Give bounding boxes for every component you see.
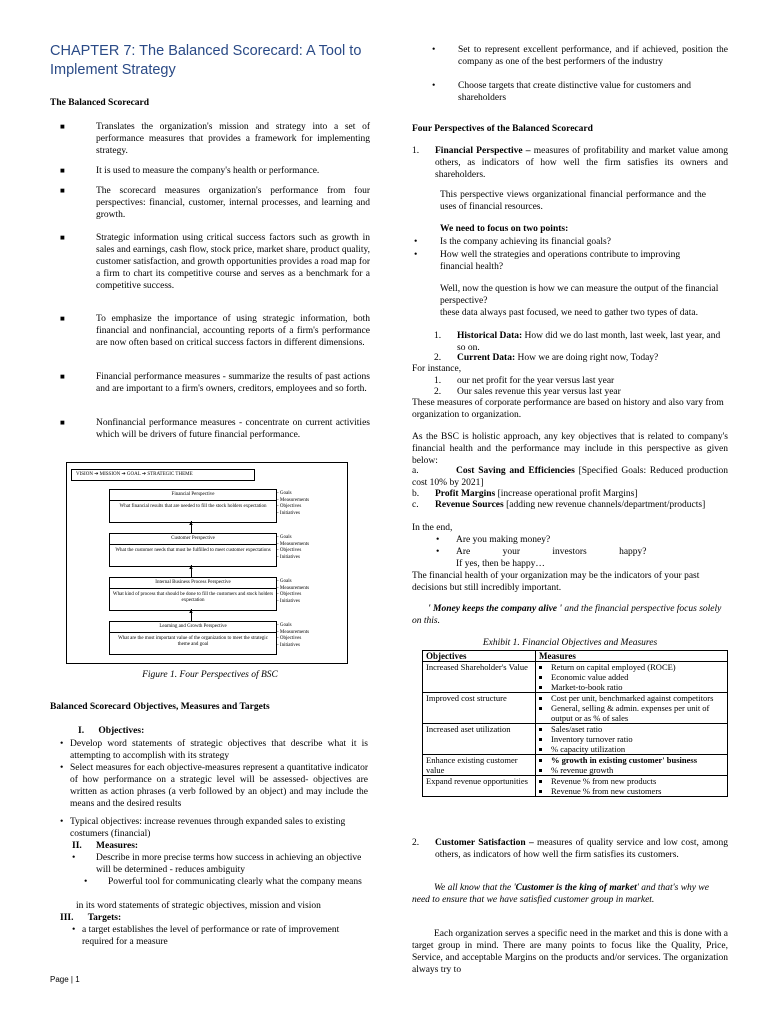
bullet-icon: •: [60, 739, 64, 749]
table-cell: ▪ Revenue % from new products ▪ Revenue % from new customers: [536, 776, 728, 797]
target-item: • a target establishes the level of performance or rate of improvement required for a measure: [72, 925, 340, 947]
four-perspectives-heading: Four Perspectives of the Balanced Scorecard: [412, 124, 593, 134]
item-a: a. Cost Saving and Efficiencies [Specified Goals: Reduced production cost 10% by 2021]: [412, 466, 728, 488]
these-text: These measures of corporate performance are based on history and also vary from organization to organization.: [412, 398, 724, 420]
square-bullet-icon: ■: [60, 166, 65, 175]
end-text: In the end,: [412, 523, 453, 533]
objective-item: • Select measures for each objective-measures represent a quantitative indicator of how performance on a strategic level will be assessed- objectives are written as action phrases (a verb followed by an object) and may include the means and the desired results: [60, 763, 368, 809]
bsc-item: ■ Translates the organization's mission and strategy into a set of performance measures that provides a framework for implementing strategy.: [60, 122, 370, 156]
focus-item: • Is the company achieving its financial goals?: [414, 237, 611, 247]
current-data: 2. Current Data: How we are doing right now, Today?: [434, 353, 659, 363]
objective-item: • Typical objectives: increase revenues through expanded sales to existing costumers (financial): [60, 817, 346, 839]
internal-process-box: Internal Business Process Perspective What kind of process that should be done to fill the customers and stock holders expectation: [109, 577, 277, 611]
each-text: Each organization serves a specific need in the market and this is done with a target group in mind. There are many points to focus like the Quality, Price, Service, and acceptable Margins on the products and/or services. The organization always try to: [412, 929, 728, 975]
target-bullet: • Set to represent excellent performance, and if achieved, position the company as one of the best performers of the industry: [432, 45, 728, 67]
financial-view: This perspective views organizational financial performance and the uses of financial resources.: [440, 190, 706, 212]
arrow-up-icon: ▲: [188, 609, 194, 615]
ifyes-text: If yes, then be happy…: [456, 559, 545, 569]
arrow-icon: ➔: [94, 472, 99, 477]
king-text: We all know that the 'Customer is the king of market' and that's why we need to ensure that we have satisfied customer group in market.: [412, 883, 709, 905]
financial-side-labels: - Goals - Measurements - Objectives - Initiatives: [277, 491, 310, 516]
internal-side-labels: - Goals - Measurements - Objectives - Initiatives: [277, 579, 310, 604]
measure-item: • Describe in more precise terms how success in achieving an objective will be determined - reduces ambiguity: [72, 853, 362, 875]
arrow-up-icon: ▲: [188, 565, 194, 571]
table-row: [423, 755, 728, 776]
table-cell: ▪ Cost per unit, benchmarked against competitors ▪ General, selling & admin. expenses per unit of output or as % of sales: [536, 693, 728, 724]
learning-side-labels: - Goals - Measurements - Objectives - Initiatives: [277, 623, 310, 648]
table-row: [423, 776, 728, 797]
bsc-item: ■ Financial performance measures - summarize the results of past actions and are important to a firm's owners, creditors, employees and so forth.: [60, 372, 370, 394]
question-text: Well, now the question is how we can measure the output of the financial perspective?: [440, 284, 719, 306]
exhibit-table: [422, 650, 728, 797]
page-footer: Page | 1: [50, 975, 80, 984]
item-c: c. Revenue Sources [adding new revenue channels/department/products]: [412, 500, 706, 510]
square-bullet-icon: ■: [60, 186, 65, 195]
chapter-title: CHAPTER 7: The Balanced Scorecard: A Tool to Implement Strategy: [50, 43, 362, 78]
bullet-icon: •: [436, 547, 440, 557]
table-header: Measures: [536, 651, 728, 662]
instance-item: 1. our net profit for the year versus last year: [434, 376, 615, 386]
bullet-icon: •: [72, 853, 76, 863]
end-item: • Are you making money?: [436, 535, 551, 545]
section-heading-bsc: The Balanced Scorecard: [50, 98, 150, 108]
bullet-icon: •: [436, 535, 440, 545]
bullet-icon: •: [72, 925, 76, 935]
bullet-icon: •: [414, 237, 418, 247]
table-cell: ▪ Sales/aset ratio ▪ Inventory turnover ratio ▪ % capacity utilization: [536, 724, 728, 755]
square-bullet-icon: ■: [60, 314, 65, 323]
table-cell: ▪ Return on capital employed (ROCE) ▪ Economic value added ▪ Market-to-book ratio: [536, 662, 728, 693]
objectives-heading: I. Objectives:: [78, 726, 145, 736]
exhibit-caption: Exhibit 1. Financial Objectives and Measures: [482, 638, 658, 648]
targets-heading: III. Targets:: [60, 913, 122, 923]
table-cell: Increased aset utilization: [423, 724, 536, 755]
arrow-icon: ➔: [141, 472, 147, 477]
target-bullet: • Choose targets that create distinctive value for customers and shareholders: [432, 81, 692, 103]
figure-caption: Figure 1. Four Perspectives of BSC: [142, 670, 278, 680]
past-text: these data always past focused, we need to gather two types of data.: [440, 308, 698, 318]
measure-item: • Powerful tool for communicating clearly what the company means: [84, 877, 362, 887]
item-b: b. Profit Margins [increase operational profit Margins]: [412, 489, 638, 499]
bullet-icon: •: [60, 763, 64, 773]
focus-item: • How well the strategies and operations contribute to improving financial health?: [414, 250, 681, 272]
table-row: [423, 662, 728, 693]
quote-text: ' Money keeps the company alive ' and the financial perspective focus solely on this.: [412, 604, 722, 626]
table-row: [423, 724, 728, 755]
measures-heading: II. Measures:: [72, 841, 139, 851]
table-cell: Improved cost structure: [423, 693, 536, 724]
objective-item: • Develop word statements of strategic objectives that describe what it is attempting to accomplish with its strategy: [60, 739, 368, 761]
square-bullet-icon: ■: [60, 122, 65, 131]
square-bullet-icon: ■: [60, 372, 65, 381]
square-bullet-icon: ■: [60, 418, 65, 427]
financial-perspective-box: Financial Perspective What financial results that are needed to fill the stock holders expectation: [109, 489, 277, 523]
customer-side-labels: - Goals - Measurements - Objectives - Initiatives: [277, 535, 310, 560]
learning-growth-box: Learning and Growth Perspective What are the most important value of the organization to meet the strategic theme and goal: [109, 621, 277, 655]
bullet-icon: •: [414, 250, 418, 260]
bullet-icon: •: [432, 81, 436, 91]
focus-heading: We need to focus on two points:: [440, 224, 569, 234]
square-bullet-icon: ■: [60, 233, 65, 242]
table-cell: Enhance existing customer value: [423, 755, 536, 776]
table-row: [423, 693, 728, 724]
arrow-up-icon: ▲: [188, 521, 194, 527]
end-item: • Are your investors happy?: [436, 547, 647, 557]
table-cell: Expand revenue opportunities: [423, 776, 536, 797]
vision-flow: VISION ➔ MISSION ➔ GOAL ➔ STRATEGIC THEME: [71, 469, 255, 481]
bsc-item: ■ The scorecard measures organization's performance from four perspectives: financial, customer, internal processes, and learning and growth.: [60, 186, 370, 220]
bullet-icon: •: [84, 877, 88, 887]
table-header-row: [423, 651, 728, 662]
historical-data: 1. Historical Data: How did we do last month, last week, last year, and so on.: [434, 331, 721, 353]
bullet-icon: •: [432, 45, 436, 55]
asbsc-text: As the BSC is holistic approach, any key objectives that is related to company's financial health and the performance may include in this perspective as given below:: [412, 432, 728, 466]
bsc-item: ■ To emphasize the importance of using strategic information, both financial and nonfinancial, accounting reports of a firm's performance are now often based on critical success factors in different dimensions.: [60, 314, 370, 348]
measure-tail: in its word statements of strategic objectives, mission and vision: [76, 901, 321, 911]
customer-satisfaction-item: 2. Customer Satisfaction – measures of quality service and low cost, among others, as indicators of how well the firm satisfies its customers.: [412, 838, 728, 860]
bullet-icon: •: [60, 817, 64, 827]
table-cell: Increased Shareholder's Value: [423, 662, 536, 693]
health-text: The financial health of your organization may be the indicators of your past decisions but still incredibly important.: [412, 571, 700, 593]
instance-text: For instance,: [412, 364, 462, 374]
customer-perspective-box: Customer Perspective What the customer needs that must be fulfilled to meet customer expectations: [109, 533, 277, 567]
omt-heading: Balanced Scorecard Objectives, Measures and Targets: [50, 702, 270, 712]
table-cell: ▪ % growth in existing customer' business ▪ % revenue growth: [536, 755, 728, 776]
table-header: Objectives: [423, 651, 536, 662]
bsc-item: ■ Nonfinancial performance measures - concentrate on current activities which will be drivers of future financial performance.: [60, 418, 370, 440]
instance-item: 2. Our sales revenue this year versus last year: [434, 387, 621, 397]
bsc-item: ■ It is used to measure the company's health or performance.: [60, 166, 320, 176]
arrow-icon: ➔: [121, 472, 126, 477]
bsc-diagram: [66, 462, 348, 664]
bsc-item: ■ Strategic information using critical success factors such as growth in sales and earnings, cash flow, stock price, market share, product quality, customer satisfaction, and growth opportunities provides a road map for a firm to chart its competitive course and serves as a benchmark for a competitive success.: [60, 233, 370, 291]
financial-perspective-item: 1. Financial Perspective – measures of profitability and market value among others, as indicators of how well the firm satisfies its owners and shareholders.: [412, 146, 728, 180]
